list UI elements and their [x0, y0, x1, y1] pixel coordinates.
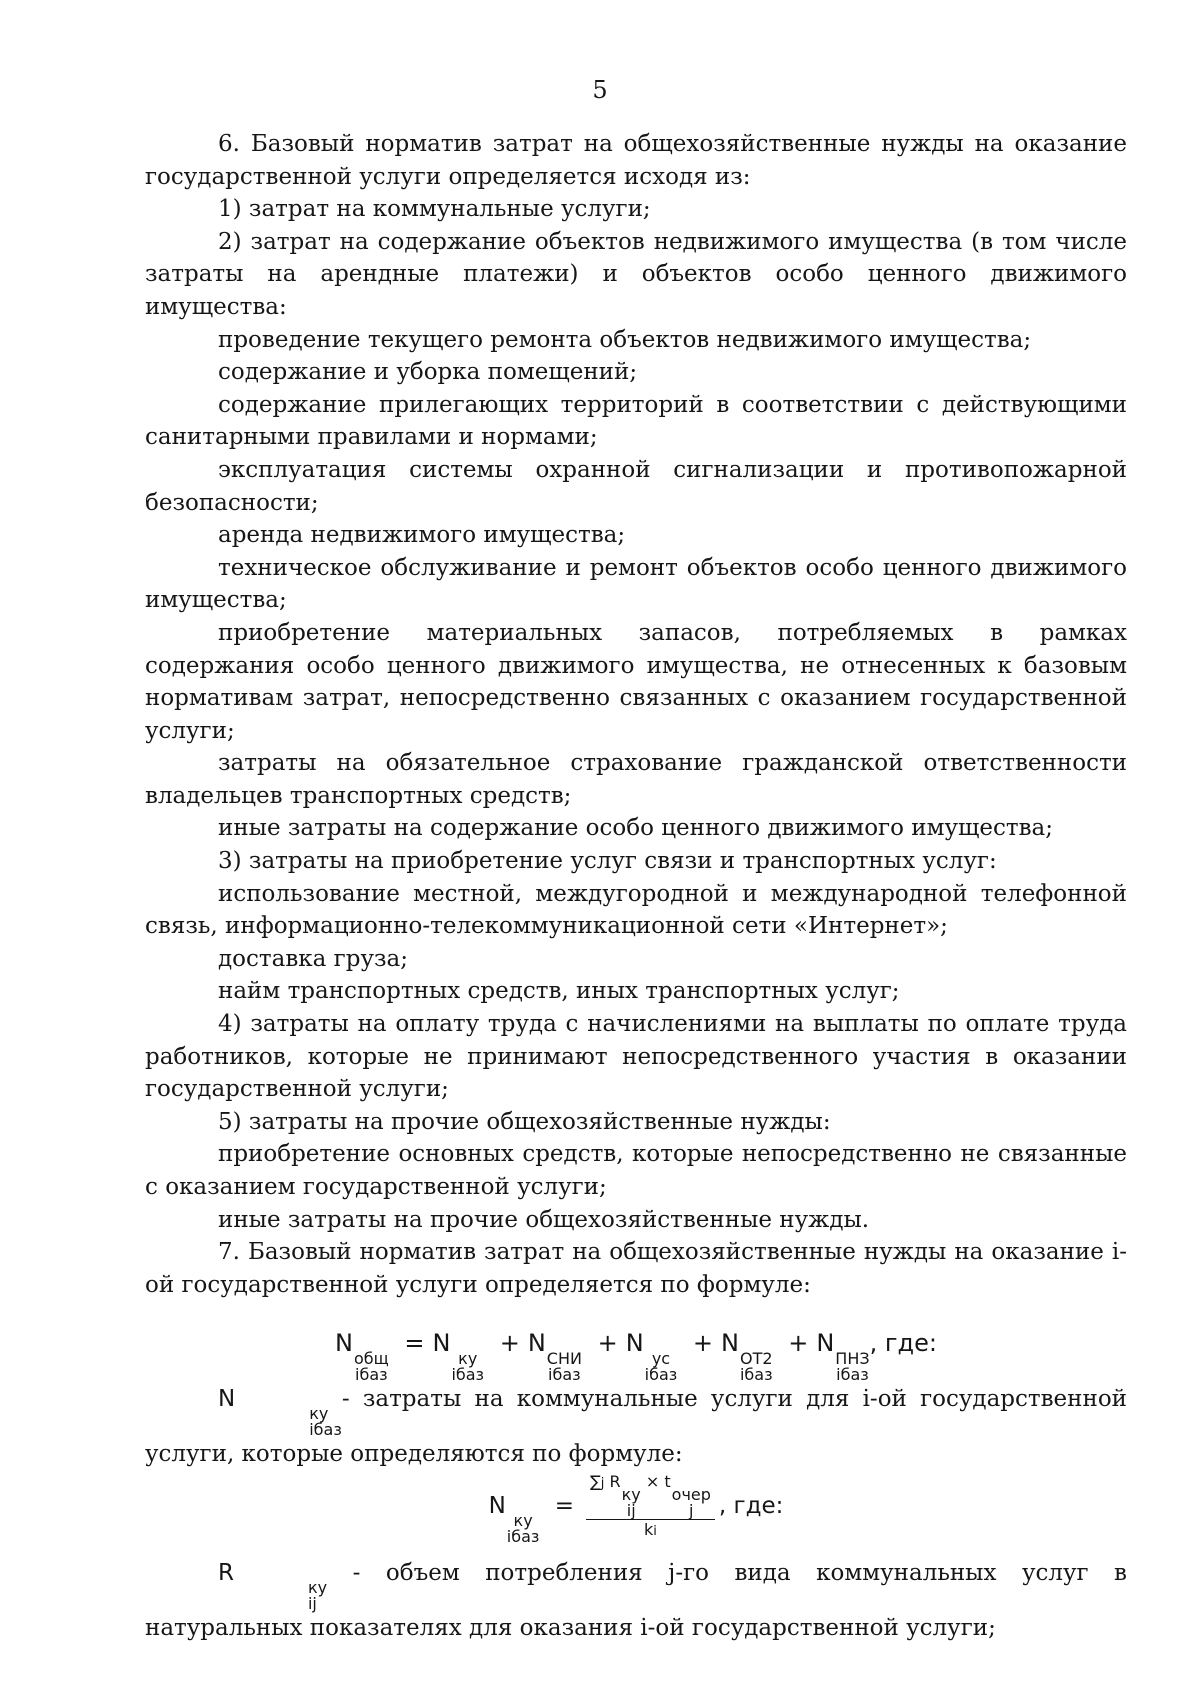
- formula-subscript: iбаз: [355, 1365, 388, 1385]
- formula-symbol: N: [816, 1329, 835, 1358]
- paragraph: 6. Базовый норматив затрат на общехозяйственные нужды на оказание государственной услуги определяется исходя из:: [145, 131, 1127, 190]
- paragraph: использование местной, междугородной и международной телефонной связь, информационно-телекоммуникационной сети «Интернет»;: [145, 880, 1127, 940]
- formula-operator: =: [404, 1329, 425, 1358]
- paragraph: 3) затраты на приобретение услуг связи и транспортных услуг:: [218, 848, 997, 875]
- formula-superscript: ку: [458, 1349, 478, 1369]
- formula-symbol: N: [488, 1492, 506, 1519]
- paragraph: доставка груза;: [218, 945, 408, 972]
- formula-superscript: ус: [651, 1349, 671, 1369]
- formula-subscript: iбаз: [309, 1420, 342, 1440]
- formula-tail: , где:: [718, 1492, 784, 1519]
- paragraph: 2) затрат на содержание объектов недвижимого имущества (в том числе затраты на арендные платежи) и объектов особо ценного движимого имущества:: [145, 228, 1127, 320]
- formula-superscript: ку: [513, 1510, 533, 1530]
- formula-operator: +: [788, 1329, 809, 1358]
- formula-tail: , где:: [869, 1329, 937, 1358]
- paragraph: иные затраты на содержание особо ценного движимого имущества;: [218, 815, 1054, 842]
- paragraph: найм транспортных средств, иных транспортных услуг;: [218, 978, 900, 1005]
- formula-subscript: iбаз: [506, 1526, 540, 1546]
- formula-symbol: N: [432, 1329, 451, 1358]
- paragraph: аренда недвижимого имущества;: [218, 522, 626, 549]
- formula-superscript: ПНЗ: [835, 1349, 870, 1369]
- fraction-numerator: ∑j R ку ij × t очер j: [586, 1471, 715, 1520]
- paragraph: содержание прилегающих территорий в соответствии с действующими санитарными правилами и нормами;: [145, 391, 1127, 451]
- paragraph: приобретение основных средств, которые непосредственно не связанные с оказанием государственной услуги;: [145, 1141, 1127, 1200]
- definition-consumption: [145, 1557, 1127, 1645]
- definition-text: - затраты на коммунальные услуги для i-ой государственной услуги, которые определяются по формуле:: [145, 1386, 1127, 1468]
- paragraph: техническое обслуживание и ремонт объектов особо ценного движимого имущества;: [145, 554, 1127, 614]
- formula-symbol: N: [625, 1329, 644, 1358]
- formula-total-overhead: [145, 1327, 1127, 1383]
- formula-utilities: [145, 1471, 1127, 1545]
- formula-superscript: ОТ2: [740, 1349, 773, 1369]
- formula-fraction: [586, 1471, 715, 1542]
- formula-subscript: iбаз: [739, 1365, 773, 1385]
- formula-subscript: iбаз: [548, 1365, 581, 1385]
- formula-subscript: iбаз: [451, 1365, 485, 1385]
- paragraph: содержание и уборка помещений;: [218, 359, 638, 386]
- formula-superscript: СНИ: [546, 1349, 582, 1369]
- formula-subscript: iбаз: [836, 1365, 869, 1385]
- formula-symbol: R: [218, 1559, 234, 1586]
- formula-superscript: ку: [309, 1404, 329, 1424]
- fraction-denominator: ki: [644, 1519, 657, 1539]
- formula-subscript: iбаз: [644, 1365, 678, 1385]
- formula-symbol: N: [721, 1329, 739, 1358]
- formula-superscript: общ: [354, 1349, 389, 1369]
- definition-utilities: [145, 1383, 1127, 1471]
- paragraph: 1) затрат на коммунальные услуги;: [218, 196, 651, 223]
- formula-subscript: ij: [307, 1593, 317, 1613]
- paragraph: приобретение материальных запасов, потребляемых в рамках содержания особо ценного движимого имущества, не отнесенных к базовым нормативам затрат, непосредственно связанных с оказанием государственной услуги;: [145, 619, 1127, 744]
- paragraph: 5) затраты на прочие общехозяйственные нужды:: [218, 1108, 831, 1135]
- definition-text: - объем потребления j-го вида коммунальных услуг в натуральных показателях для оказания i-ой государственной услуги;: [145, 1559, 1127, 1641]
- paragraph: эксплуатация системы охранной сигнализации и противопожарной безопасности;: [145, 456, 1127, 516]
- formula-symbol: N: [335, 1329, 353, 1358]
- formula-operator: +: [692, 1329, 714, 1358]
- paragraph-list: [145, 128, 1127, 1301]
- formula-operator: +: [597, 1329, 618, 1358]
- paragraph: иные затраты на прочие общехозяйственные нужды.: [218, 1206, 870, 1233]
- paragraph: проведение текущего ремонта объектов недвижимого имущества;: [218, 326, 1032, 353]
- formula-symbol: N: [527, 1329, 546, 1358]
- formula-operator: +: [499, 1329, 520, 1358]
- document-body: [145, 128, 1127, 1645]
- paragraph: 4) затраты на оплату труда с начислениями на выплаты по оплате труда работников, которые не принимают непосредственного участия в оказании государственной услуги;: [145, 1011, 1127, 1103]
- formula-superscript: ку: [307, 1577, 328, 1597]
- paragraph: затраты на обязательное страхование гражданской ответственности владельцев транспортных средств;: [145, 750, 1127, 809]
- formula-operator: =: [554, 1492, 575, 1519]
- page-number: 5: [592, 76, 608, 104]
- paragraph: 7. Базовый норматив затрат на общехозяйственные нужды на оказание i-ой государственной услуги определяется по формуле:: [145, 1239, 1127, 1298]
- formula-symbol: N: [218, 1386, 236, 1413]
